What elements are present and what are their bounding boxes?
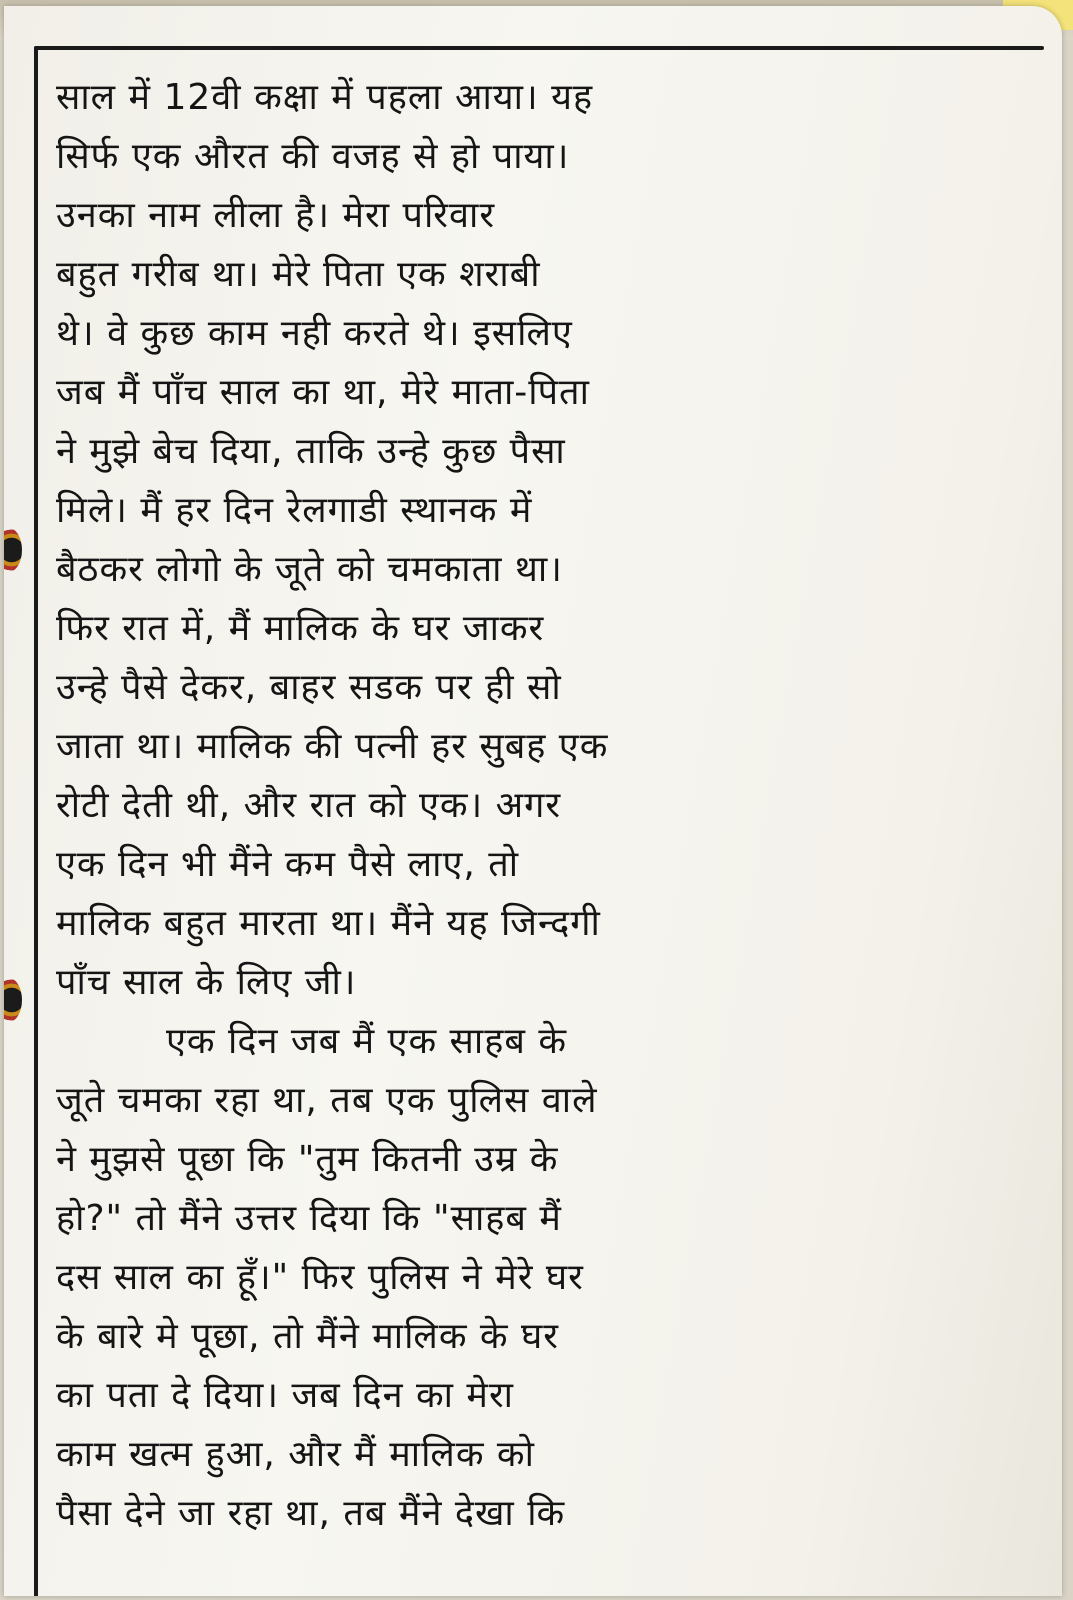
text-line: साल में 12वी कक्षा में पहला आया। यह <box>56 77 594 118</box>
paragraph-start-line: एक दिन जब मैं एक साहब के <box>166 1021 567 1062</box>
text-line: फिर रात में, मैं मालिक के घर जाकर <box>56 608 545 649</box>
text-line: दस साल का हूँ।" फिर पुलिस ने मेरे घर <box>56 1257 584 1298</box>
text-line: एक दिन भी मैंने कम पैसे लाए, तो <box>56 844 520 885</box>
text-line: हो?" तो मैंने उत्तर दिया कि "साहब मैं <box>56 1198 562 1239</box>
text-line: काम खत्म हुआ, और मैं मालिक को <box>56 1434 535 1475</box>
text-line: ने मुझसे पूछा कि "तुम कितनी उम्र के <box>56 1139 559 1180</box>
margin-rule <box>34 46 38 1596</box>
text-line: बैठकर लोगो के जूते को चमकाता था। <box>56 549 563 590</box>
text-line: पाँच साल के लिए जी। <box>56 962 357 1003</box>
binding-hole <box>4 528 22 572</box>
text-line: थे। वे कुछ काम नही करते थे। इसलिए <box>56 313 573 354</box>
top-rule <box>34 46 1044 50</box>
binding-hole <box>4 978 22 1022</box>
text-line: का पता दे दिया। जब दिन का मेरा <box>56 1375 515 1416</box>
text-line: रोटी देती थी, और रात को एक। अगर <box>56 785 562 826</box>
notebook-page <box>4 6 1062 1596</box>
handwritten-text <box>56 68 1046 1543</box>
text-line: उन्हे पैसे देकर, बाहर सडक पर ही सो <box>56 667 562 708</box>
text-line: ने मुझे बेच दिया, ताकि उन्हे कुछ पैसा <box>56 431 566 472</box>
text-line: जब मैं पाँच साल का था, मेरे माता-पिता <box>56 372 590 413</box>
text-line: मिले। मैं हर दिन रेलगाडी स्थानक में <box>56 490 533 531</box>
text-line: सिर्फ एक औरत की वजह से हो पाया। <box>56 136 570 177</box>
text-line: उनका नाम लीला है। मेरा परिवार <box>56 195 496 236</box>
text-line: जूते चमका रहा था, तब एक पुलिस वाले <box>56 1080 598 1121</box>
text-line: मालिक बहुत मारता था। मैंने यह जिन्दगी <box>56 903 601 944</box>
text-line: जाता था। मालिक की पत्नी हर सुबह एक <box>56 726 609 767</box>
text-line: के बारे मे पूछा, तो मैंने मालिक के घर <box>56 1316 560 1357</box>
text-line: पैसा देने जा रहा था, तब मैंने देखा कि <box>56 1493 566 1534</box>
text-line: बहुत गरीब था। मेरे पिता एक शराबी <box>56 254 541 295</box>
